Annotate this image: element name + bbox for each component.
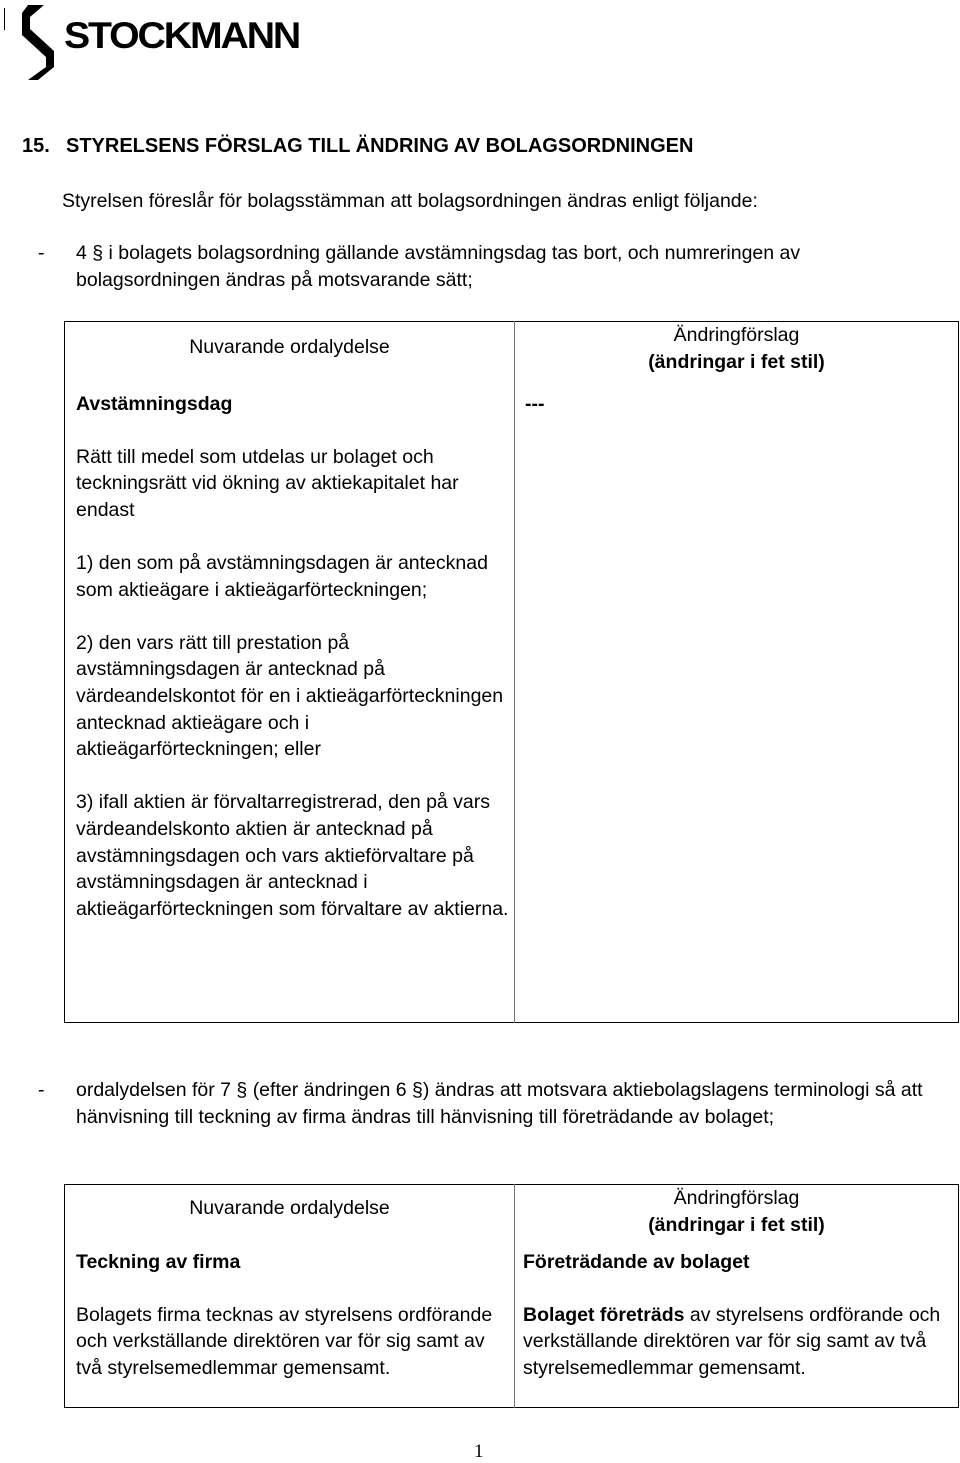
bullet-dash: - [38,1079,45,1101]
table2-left-cell [65,1249,515,1408]
header-label: Ändringförslag [673,1187,800,1209]
clause-title: Företrädande av bolaget [523,1250,750,1273]
table2-right-cell [515,1249,959,1408]
clause-paragraph [523,1302,958,1382]
changed-text: Bolaget företräds [523,1303,685,1326]
clause-paragraph: 1) den som på avstämningsdagen är antecknad som aktieägare i aktieägarförteckningen; [76,552,488,601]
header-label: Ändringförslag [673,324,800,346]
clause-title: Avstämningsdag [76,392,233,415]
comparison-table-2 [64,1184,959,1408]
clause-paragraph: Bolagets firma tecknas av styrelsens ordförande och verkställande direktören var för sig samt av två styrelsemedlemmar gemensamt. [76,1303,493,1379]
header-label: Nuvarande ordalydelse [189,1197,390,1219]
comparison-table-1 [64,321,959,1023]
intro-text: Styrelsen föreslår för bolagsstämman att bolagsordningen ändras enligt följande: [62,190,758,212]
section-title: STYRELSENS FÖRSLAG TILL ÄNDRING AV BOLAGSORDNINGEN [66,135,694,157]
clause-paragraph: Rätt till medel som utdelas ur bolaget och teckningsrätt vid ökning av aktiekapitalet har endast [76,445,459,521]
table1-left-cell [65,391,515,1023]
section-heading [22,135,693,158]
section-number: 15. [22,135,50,157]
bullet-text: 4 § i bolagets bolagsordning gällande avstämningsdag tas bort, och numreringen av bolagsordningen ändras på motsvarande sätt; [76,242,801,291]
clause-paragraph: 3) ifall aktien är förvaltarregistrerad, den på vars värdeandelskonto aktien är antecknad på avstämningsdagen och vars aktieförvaltare på avstämningsdagen är antecknad i aktieägarförteckningen som förvaltare av aktierna. [76,791,509,920]
page-number: 1 [474,1441,484,1462]
stockmann-s-icon [22,5,54,80]
table1-right-cell [515,391,959,1023]
margin-mark [4,8,5,30]
bullet-text: ordalydelsen för 7 § (efter ändringen 6 §) ändras att motsvara aktiebolagslagens terminologi så att hänvisning till teckning av firma ändras till hänvisning till företrädande av bolaget; [76,1079,923,1128]
removed-marker: --- [525,392,545,415]
logo-wordmark: STOCKMANN [64,15,300,56]
clause-paragraph: 2) den vars rätt till prestation på avstämningsdagen är antecknad på värdeandelskontot för en i aktieägarförteckningen antecknad aktieägare och i aktieägarförteckningen; eller [76,631,504,761]
header-sublabel: (ändringar i fet stil) [648,350,825,373]
bullet-dash: - [38,242,45,264]
table2-right-header [515,1185,959,1249]
header-sublabel: (ändringar i fet stil) [648,1213,825,1236]
table2-left-header [65,1185,515,1249]
unchanged-text: av styrelsens ordförande och verkställande direktören var för sig samt av två styrelsemedlemmar gemensamt. [523,1303,941,1379]
table1-right-header [515,322,959,391]
table1-left-header [65,322,515,391]
header-label: Nuvarande ordalydelse [189,336,390,358]
clause-title: Teckning av firma [76,1250,241,1273]
